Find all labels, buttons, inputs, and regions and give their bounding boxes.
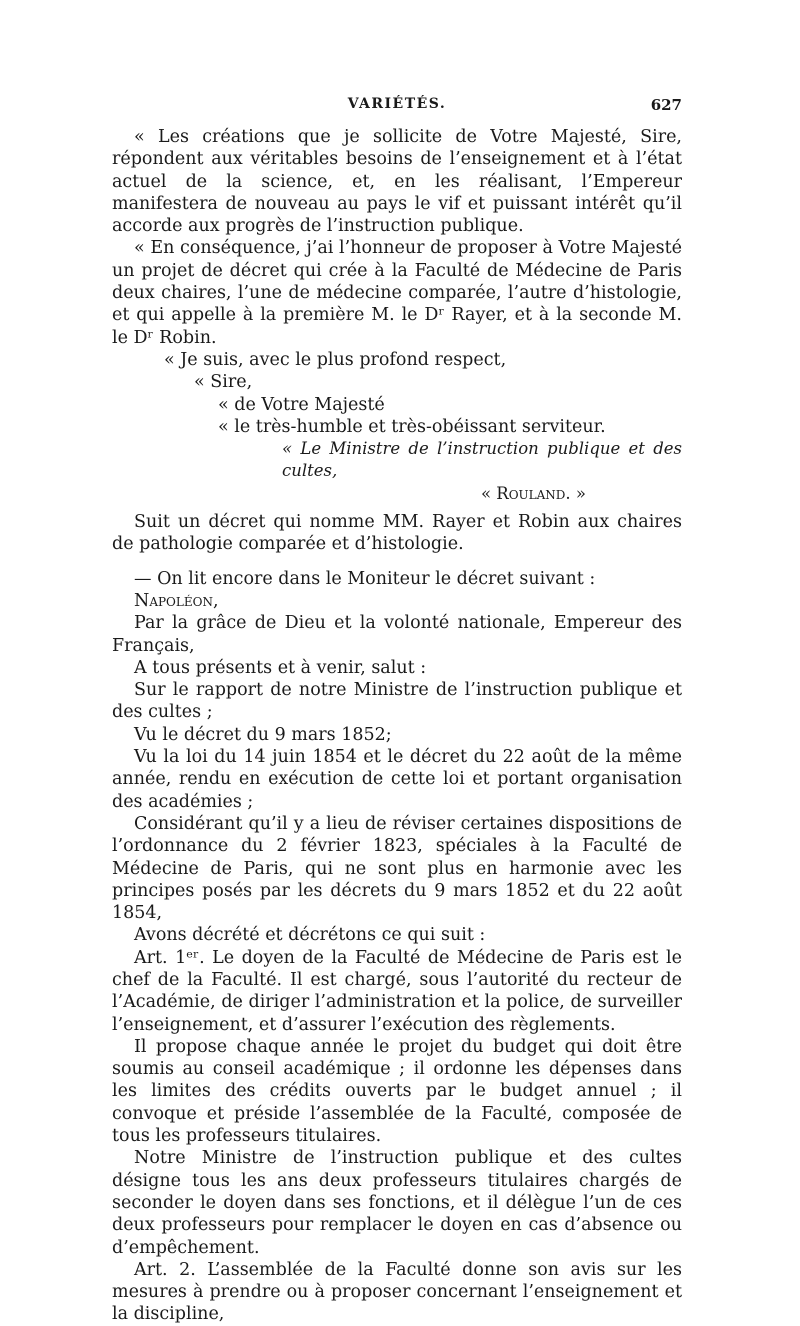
paragraph: Par la grâce de Dieu et la volonté nationale, Empereur des Français, bbox=[112, 613, 682, 656]
paragraph: « Les créations que je sollicite de Votre Majesté, Sire, répondent aux véritables besoins de l’enseignement et à l’état actuel de la science, et, en les réalisant, l’Empereur manifestera de nouveau au pays le vif et puissant intérêt qu’il accorde aux progrès de l’instruction publique. bbox=[112, 127, 682, 237]
signature-title: « Le Ministre de l’instruction publique et des cultes, bbox=[282, 439, 682, 481]
closing-line: « Sire, bbox=[194, 372, 253, 393]
signature-name: « Rouland. » bbox=[480, 483, 586, 503]
paragraph: Vu la loi du 14 juin 1854 et le décret du 22 août de la même année, rendu en exécution de cette loi et portant organisation des académies ; bbox=[112, 747, 682, 812]
decree-author: Napoléon, bbox=[134, 590, 219, 611]
paragraph: Il propose chaque année le projet du budget qui doit être soumis au conseil académique ; il ordonne les dépenses dans les limites des crédits ouverts par le budget annuel ; il convoque et préside l’assemblée de la Faculté, composée de tous les professeurs titulaires. bbox=[112, 1036, 682, 1147]
page-number: 627 bbox=[650, 96, 682, 114]
paragraph: — On lit encore dans le Moniteur le décret suivant : bbox=[134, 568, 596, 589]
article-text: Le doyen de la Faculté de Médecine de Paris est le chef de la Faculté. Il est chargé, sous l’autorité du recteur de l’Académie, de diriger l’administration et la police, de surveiller l’enseignement, et d’assurer l’exécution des règlements. bbox=[112, 947, 682, 1035]
paragraph: Sur le rapport de notre Ministre de l’instruction publique et des cultes ; bbox=[112, 680, 682, 723]
paragraph: Vu le décret du 9 mars 1852; bbox=[134, 724, 392, 745]
article-label: Art. 1ᵉʳ. bbox=[134, 947, 205, 968]
closing-line: « de Votre Majesté bbox=[218, 394, 385, 415]
article-label: Art. 2. bbox=[134, 1259, 196, 1280]
paragraph: « En conséquence, j’ai l’honneur de proposer à Votre Majesté un projet de décret qui crée à la Faculté de Médecine de Paris deux chaires, l’une de médecine comparée, l’autre d’histologie, et qui appelle à la première M. le Dʳ Rayer, et à la seconde M. le Dʳ Robin. bbox=[112, 238, 682, 348]
paragraph: A tous présents et à venir, salut : bbox=[134, 657, 427, 678]
paragraph: Suit un décret qui nomme MM. Rayer et Robin aux chaires de pathologie comparée et d’histologie. bbox=[112, 512, 682, 555]
article-1 bbox=[112, 947, 682, 1036]
running-title: VARIÉTÉS. bbox=[347, 96, 447, 112]
paragraph: Considérant qu’il y a lieu de réviser certaines dispositions de l’ordonnance du 2 février 1823, spéciales à la Faculté de Médecine de Paris, qui ne sont plus en harmonie avec les principes posés par les décrets du 9 mars 1852 et du 22 août 1854, bbox=[112, 813, 682, 924]
closing-line: « Je suis, avec le plus profond respect, bbox=[164, 349, 507, 370]
article-2 bbox=[112, 1259, 682, 1326]
article-text: L’assemblée de la Faculté donne son avis sur les mesures à prendre ou à proposer concernant l’enseignement et la discipline, bbox=[112, 1259, 682, 1325]
closing-line: « le très-humble et très-obéissant serviteur. bbox=[218, 416, 606, 437]
page-header bbox=[112, 96, 682, 120]
paragraph: Notre Ministre de l’instruction publique et des cultes désigne tous les ans deux professeurs titulaires chargés de seconder le doyen dans ses fonctions, et il délègue l’un de ces deux professeurs pour remplacer le doyen en cas d’absence ou d’empêchement. bbox=[112, 1148, 682, 1258]
page-body bbox=[112, 126, 682, 1326]
paragraph: Avons décrété et décrétons ce qui suit : bbox=[134, 925, 486, 946]
